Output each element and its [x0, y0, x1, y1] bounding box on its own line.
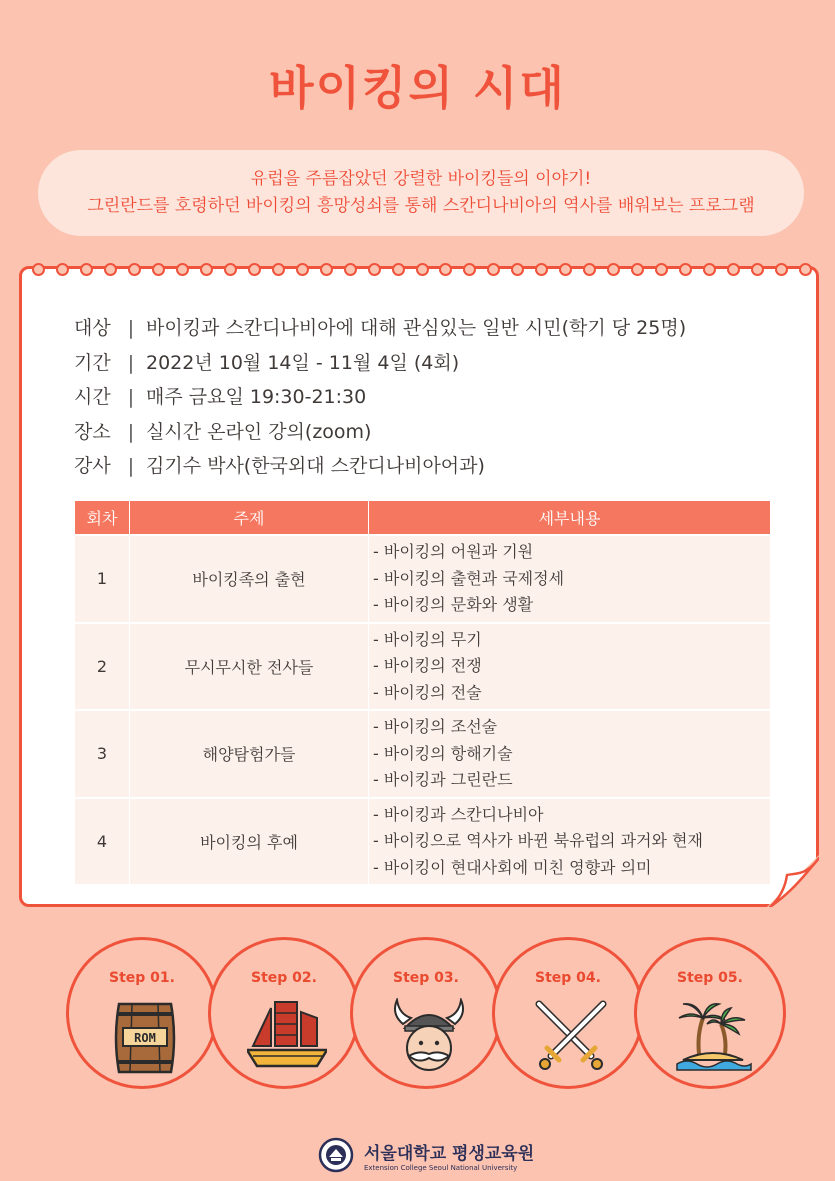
info-separator: |	[127, 420, 135, 443]
table-header: 주제	[130, 501, 369, 535]
info-separator: |	[127, 455, 135, 477]
step-circle	[350, 937, 502, 1089]
detail-line: - 바이킹의 문화와 생활	[373, 595, 534, 614]
session-details	[369, 623, 771, 711]
ring-icon	[607, 263, 620, 276]
schedule-table	[75, 501, 770, 884]
island-icon	[673, 998, 753, 1078]
info-separator: |	[127, 386, 135, 408]
detail-line: - 바이킹의 어원과 기원	[373, 542, 534, 561]
notepad-card	[19, 266, 819, 907]
info-separator: |	[127, 317, 135, 339]
detail-line: - 바이킹으로 역사가 바뀐 북유럽의 과거와 현재	[373, 831, 703, 850]
ship-icon	[247, 998, 327, 1078]
info-key: 시간	[74, 386, 111, 408]
ring-icon	[80, 263, 93, 276]
step-label: Step 03.	[393, 970, 459, 986]
ring-icon	[439, 263, 452, 276]
footer-english-name: Extension College Seoul National University	[364, 1163, 518, 1172]
footer-name: 서울대학교 평생교육원	[364, 1143, 535, 1164]
detail-line: - 바이킹의 전쟁	[373, 656, 482, 675]
ring-icon	[56, 263, 69, 276]
ring-icon	[296, 263, 309, 276]
info-key: 장소	[74, 420, 111, 443]
program-info	[74, 311, 686, 484]
ring-icon	[272, 263, 285, 276]
step-circle	[634, 937, 786, 1089]
ring-icon	[751, 263, 764, 276]
detail-line: - 바이킹이 현대사회에 미친 영향과 의미	[373, 857, 652, 877]
info-value: 매주 금요일 19:30-21:30	[146, 386, 367, 408]
table-header-row	[75, 501, 770, 535]
ring-icon	[487, 263, 500, 276]
steps-row	[66, 937, 786, 1097]
ring-icon	[224, 263, 237, 276]
info-row	[74, 449, 686, 484]
info-key: 기간	[74, 351, 111, 374]
session-topic: 바이킹의 후예	[130, 798, 369, 885]
info-value: 바이킹과 스칸디나비아에 대해 관심있는 일반 시민(학기 당 25명)	[146, 317, 687, 339]
info-key: 대상	[74, 317, 111, 339]
spiral-rings	[32, 263, 812, 277]
subtitle-line: 유럽을 주름잡았던 강렬한 바이킹들의 이야기!	[250, 169, 592, 189]
step-label: Step 04.	[535, 970, 601, 986]
info-key: 강사	[74, 455, 111, 477]
footer-logo	[318, 1135, 534, 1175]
ring-icon	[655, 263, 668, 276]
viking-face-icon	[389, 998, 469, 1078]
detail-line: - 바이킹의 출현과 국제정세	[373, 568, 565, 588]
barrel-label: ROM	[134, 1031, 156, 1045]
page-curl-icon	[767, 855, 819, 907]
detail-line: - 바이킹의 항해기술	[373, 743, 513, 763]
detail-line: - 바이킹의 조선술	[373, 717, 498, 736]
page-title: 바이킹의 시대	[269, 61, 566, 115]
ring-icon	[775, 263, 788, 276]
session-topic: 바이킹족의 출현	[130, 535, 369, 623]
ring-icon	[799, 263, 812, 276]
table-header: 세부내용	[369, 501, 771, 535]
info-row	[74, 415, 686, 450]
ring-icon	[703, 263, 716, 276]
session-details	[369, 535, 771, 623]
detail-line: - 바이킹과 스칸디나비아	[373, 804, 544, 824]
session-topic: 해양탐험가들	[130, 710, 369, 798]
info-row	[74, 311, 686, 346]
subtitle-line: 그린란드를 호령하던 바이킹의 흥망성쇠를 통해 스칸디나비아의 역사를 배워보는 프로그램	[87, 196, 755, 216]
detail-line: - 바이킹의 전술	[373, 682, 482, 702]
session-details	[369, 798, 771, 885]
ring-icon	[344, 263, 357, 276]
ring-icon	[559, 263, 572, 276]
subtitle-banner	[38, 150, 804, 236]
info-value: 김기수 박사(한국외대 스칸디나비아어과)	[146, 455, 485, 477]
ring-icon	[392, 263, 405, 276]
step-circle	[66, 937, 218, 1089]
ring-icon	[463, 263, 476, 276]
step-circle	[208, 937, 360, 1089]
session-number: 1	[75, 535, 130, 623]
step-label: Step 01.	[109, 970, 175, 986]
ring-icon	[104, 263, 117, 276]
ring-icon	[511, 263, 524, 276]
step-circle	[492, 937, 644, 1089]
info-value: 실시간 온라인 강의(zoom)	[146, 420, 372, 443]
footer-text	[364, 1139, 534, 1172]
session-details	[369, 710, 771, 798]
ring-icon	[679, 263, 692, 276]
session-number: 4	[75, 798, 130, 885]
session-number: 2	[75, 623, 130, 711]
ring-icon	[200, 263, 213, 276]
table-row	[75, 710, 770, 798]
barrel-icon	[105, 998, 185, 1078]
session-topic: 무시무시한 전사들	[130, 623, 369, 711]
ring-icon	[368, 263, 381, 276]
ring-icon	[32, 263, 45, 276]
ring-icon	[152, 263, 165, 276]
table-row	[75, 798, 770, 885]
info-value: 2022년 10월 14일 - 11월 4일 (4회)	[146, 351, 460, 374]
info-row	[74, 346, 686, 381]
info-separator: |	[127, 351, 135, 374]
step-label: Step 02.	[251, 970, 317, 986]
ring-icon	[320, 263, 333, 276]
table-row	[75, 535, 770, 623]
session-number: 3	[75, 710, 130, 798]
ring-icon	[583, 263, 596, 276]
ring-icon	[176, 263, 189, 276]
detail-line: - 바이킹의 무기	[373, 629, 482, 649]
step-label: Step 05.	[677, 970, 743, 986]
table-header: 회차	[75, 501, 130, 535]
info-row	[74, 380, 686, 415]
ring-icon	[631, 263, 644, 276]
crossed-swords-icon	[531, 998, 611, 1078]
ring-icon	[535, 263, 548, 276]
table-row	[75, 623, 770, 711]
detail-line: - 바이킹과 그린란드	[373, 770, 513, 789]
ring-icon	[128, 263, 141, 276]
ring-icon	[727, 263, 740, 276]
ring-icon	[248, 263, 261, 276]
university-emblem-icon	[318, 1137, 354, 1173]
ring-icon	[416, 263, 429, 276]
